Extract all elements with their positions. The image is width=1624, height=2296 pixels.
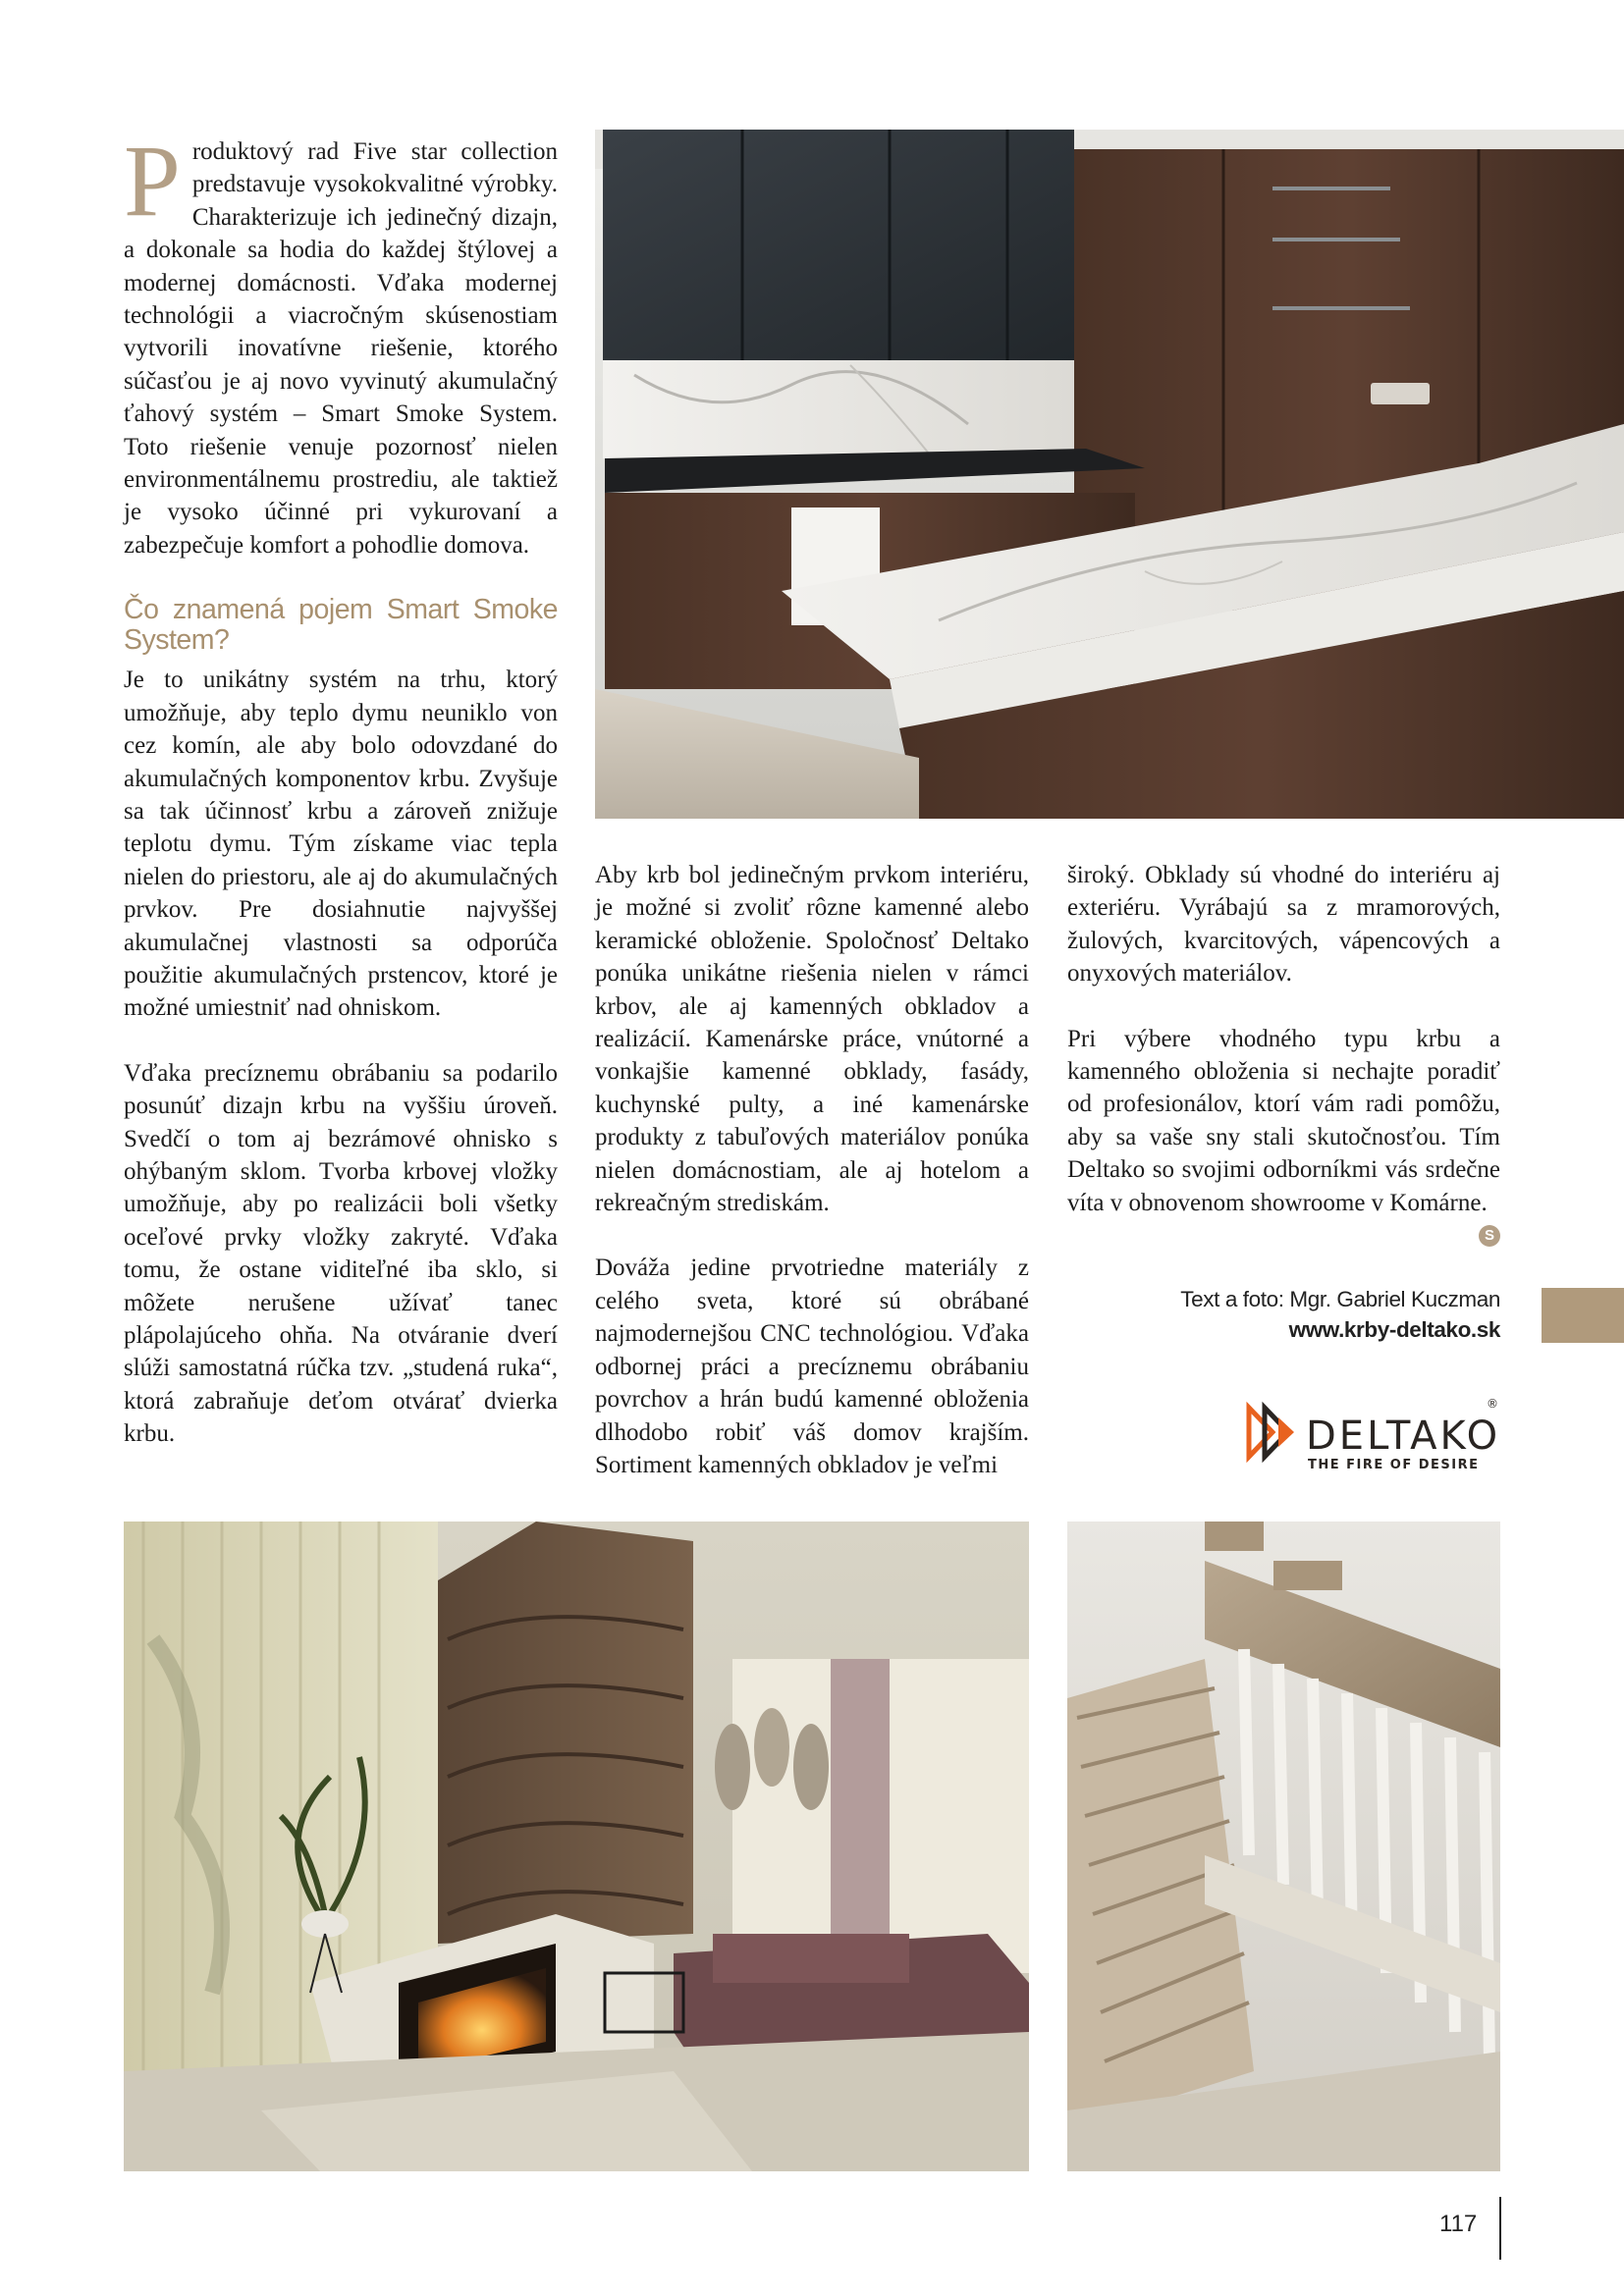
drop-cap: P bbox=[124, 125, 181, 238]
registered-mark: ® bbox=[1487, 1397, 1498, 1411]
end-mark-icon: S bbox=[1479, 1225, 1500, 1247]
kitchen-photo bbox=[595, 130, 1624, 819]
deltako-logo-mark bbox=[1245, 1392, 1500, 1472]
website-link[interactable]: www.krby-deltako.sk bbox=[1288, 1317, 1500, 1342]
section-heading: Čo znamená pojem Smart Smoke System? bbox=[124, 594, 558, 657]
staircase-photo bbox=[1067, 1522, 1500, 2171]
article-column-3 bbox=[1067, 859, 1500, 1247]
paragraph-closing bbox=[1067, 1023, 1500, 1245]
intro-paragraph bbox=[124, 125, 558, 561]
page-number-rule bbox=[1499, 2197, 1501, 2260]
paragraph-cladding: Aby krb bol jedinečným prvkom interiéru, je možné si zvoliť rôzne kamenné alebo keramické obloženie. Spoločnosť Deltako ponúka unikátne riešenia nielen v rámci krbov, ale aj kamenných obkladov a realizácií. Kamenárske práce, vnútorné a vonkajšie kamenné obklady, fasády, kuchynské pulty, a iné kamenárske produkty z tabuľových materiálov ponúka nielen domácnostiam, ale aj hotelom a rekreačným strediskám. bbox=[595, 862, 1029, 1217]
photo-credit bbox=[1180, 1284, 1500, 1345]
paragraph-assortment: široký. Obklady sú vhodné do interiéru aj exteriéru. Vyrábajú sa z mramorových, žulových, kvarcitových, vápencových a onyxových materiálov. bbox=[1067, 862, 1500, 988]
paragraph-precision: Vďaka precíznemu obrábaniu sa podarilo posunúť dizajn krbu na vyššiu úroveň. Svedčí o tom aj bezrámové ohnisko s ohýbaným sklom. Tvorba krbovej vložky umožňuje, aby po realizácii boli všetky oceľové prvky vložky zakryté. Vďaka tomu, že ostane viditeľné iba sklo, si môžete nerušene užívať tanec plápolajúceho ohňa. Na otváranie dverí slúži samostatná rúčka tzv. „studená ruka“, ktorá zabraňuje deťom otvárať dvierka krbu. bbox=[124, 1059, 558, 1448]
section-tab bbox=[1542, 1288, 1624, 1343]
paragraph-materials: Dováža jedine prvotriedne materiály z celého sveta, ktoré sú obrábané najmodernejšou CNC technológiou. Vďaka odbornej práci a precíznemu obrábaniu povrchov a hrán budú kamenné obloženia dlhodobo robiť váš domov krajším. Sortiment kamenných obkladov je veľmi bbox=[595, 1255, 1029, 1478]
logo-tagline: THE FIRE OF DESIRE bbox=[1308, 1458, 1480, 1472]
paragraph-smart-smoke: Je to unikátny systém na trhu, ktorý umožňuje, aby teplo dymu neuniklo von cez komín, ale aby bolo odovzdané do akumulačných komponentov krbu. Zvyšuje sa tak účinnosť krbu a zároveň znižuje teplotu dymu. Tým získame viac tepla nielen do priestoru, ale aj do akumulačných prvkov. Pre dosiahnutie najvyššej akumulačnej vlastnosti sa odporúča použitie akumulačných prstencov, ktoré je možné umiestniť nad ohniskom. bbox=[124, 667, 558, 1022]
article-column-2 bbox=[595, 859, 1029, 1481]
page-number: 117 bbox=[1439, 2211, 1478, 2237]
closing-text: Pri výbere vhodného typu krbu a kamenného obloženia si nechajte poradiť od profesionálov, ktorí vám radi pomôžu, aby sa vaše sny stali skutočnosťou. Tím Deltako so svojimi odborníkmi vás srdečne víta v obnovenom showroome v Komárne. bbox=[1067, 1025, 1500, 1216]
article-column-1 bbox=[124, 125, 558, 1451]
intro-text: roduktový rad Five star collection predstavuje vysokokvalitné výrobky. Charakterizuje ich jedinečný dizajn, a dokonale sa hodia do každej štýlovej a modernej domácnosti. Vďaka modernej technológii a viacročným skúsenostiam vytvorili inovatívne riešenie, ktorého súčasťou je aj novo vyvinutý akumulačný ťahový systém – Smart Smoke System. Toto riešenie venuje pozornosť nielen environmentálnemu prostrediu, ale taktiež je vysoko účinné pri vykurovaní a zabezpečuje komfort a pohodlie domova. bbox=[124, 138, 558, 559]
credit-author: Text a foto: Mgr. Gabriel Kuczman bbox=[1180, 1287, 1500, 1311]
deltako-logo bbox=[1245, 1392, 1500, 1472]
fireplace-photo bbox=[124, 1522, 1029, 2171]
logo-name: DELTAKO bbox=[1306, 1414, 1500, 1459]
